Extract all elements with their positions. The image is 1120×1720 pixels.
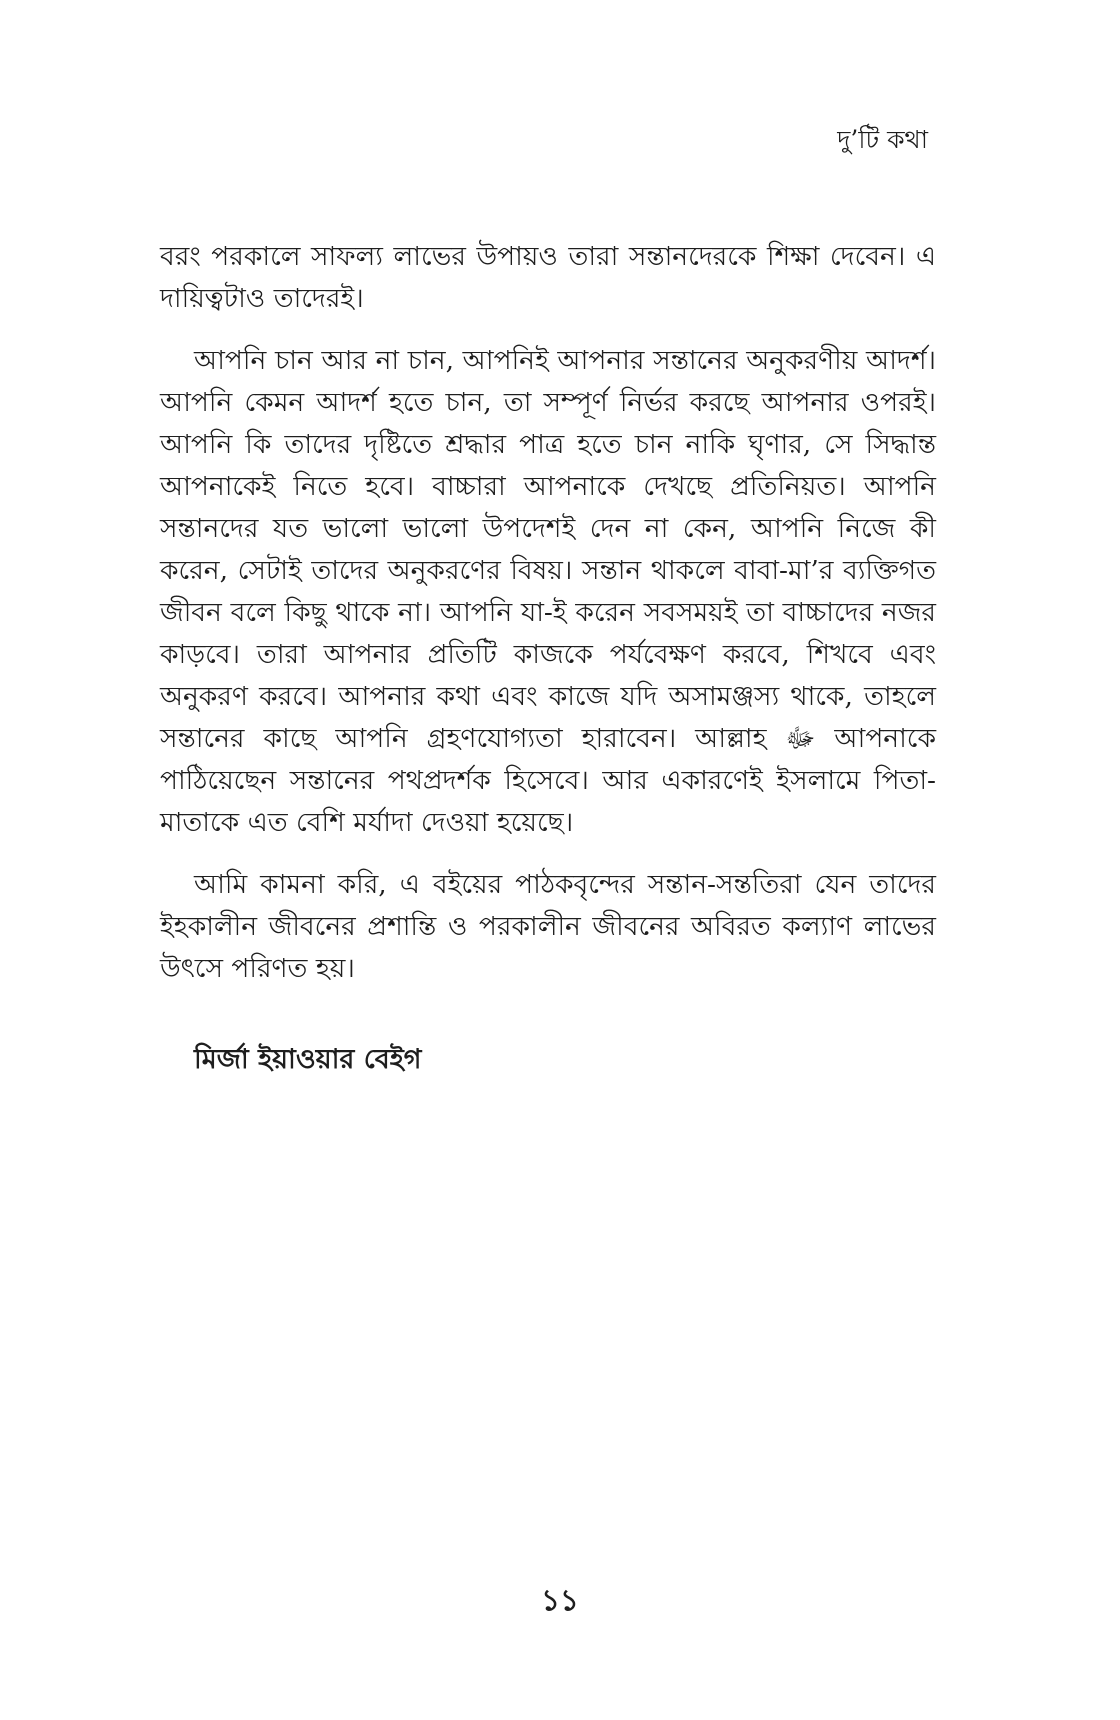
paragraph-continuation: বরং পরকালে সাফল্য লাভের উপায়ও তারা সন্তানদেরকে শিক্ষা দেবেন। এ দায়িত্বটাও তাদেরই। [160, 241, 936, 314]
paragraph-role-model: আপনি চান আর না চান, আপনিই আপনার সন্তানের অনুকরণীয় আদর্শ। আপনি কেমন আদর্শ হতে চান, তা সম্পূর্ণ নির্ভর করছে আপনার ওপরই। আপনি কি তাদের দৃষ্টিতে শ্রদ্ধার পাত্র হতে চান নাকি ঘৃণার, সে সিদ্ধান্ত আপনাকেই নিতে হবে। বাচ্চারা আপনাকে দেখছে প্রতিনিয়ত। আপনি সন্তানদের যত ভালো ভালো উপদেশই দেন না কেন, আপনি নিজে কী করেন, সেটাই তাদের অনুকরণের বিষয়। সন্তান থাকলে বাবা-মা’র ব্যক্তিগত জীবন বলে কিছু থাকে না। আপনি যা-ই করেন সবসময়ই তা বাচ্চাদের নজর কাড়বে। তারা আপনার প্রতিটি কাজকে পর্যবেক্ষণ করবে, শিখবে এবং অনুকরণ করবে। আপনার কথা এবং কাজে যদি অসামঞ্জস্য থাকে, তাহলে সন্তানের কাছে আপনি গ্রহণযোগ্যতা হারাবেন। আল্লাহ ﷻ আপনাকে পাঠিয়েছেন সন্তানের পথপ্রদর্শক হিসেবে। আর একারণেই ইসলামে পিতা-মাতাকে এত বেশি মর্যাদা দেওয়া হয়েছে। [160, 345, 936, 838]
running-header: দু’টি কথা [837, 125, 928, 154]
body-text [160, 236, 936, 1010]
author-signature: মির্জা ইয়াওয়ার বেইগ [194, 1044, 422, 1075]
paragraph-closing-wish: আমি কামনা করি, এ বইয়ের পাঠকবৃন্দের সন্তান-সন্ততিরা যেন তাদের ইহকালীন জীবনের প্রশান্তি ও পরকালীন জীবনের অবিরত কল্যাণ লাভের উৎসে পরিণত হয়। [160, 869, 936, 984]
page-number: ১১ [541, 1583, 579, 1617]
